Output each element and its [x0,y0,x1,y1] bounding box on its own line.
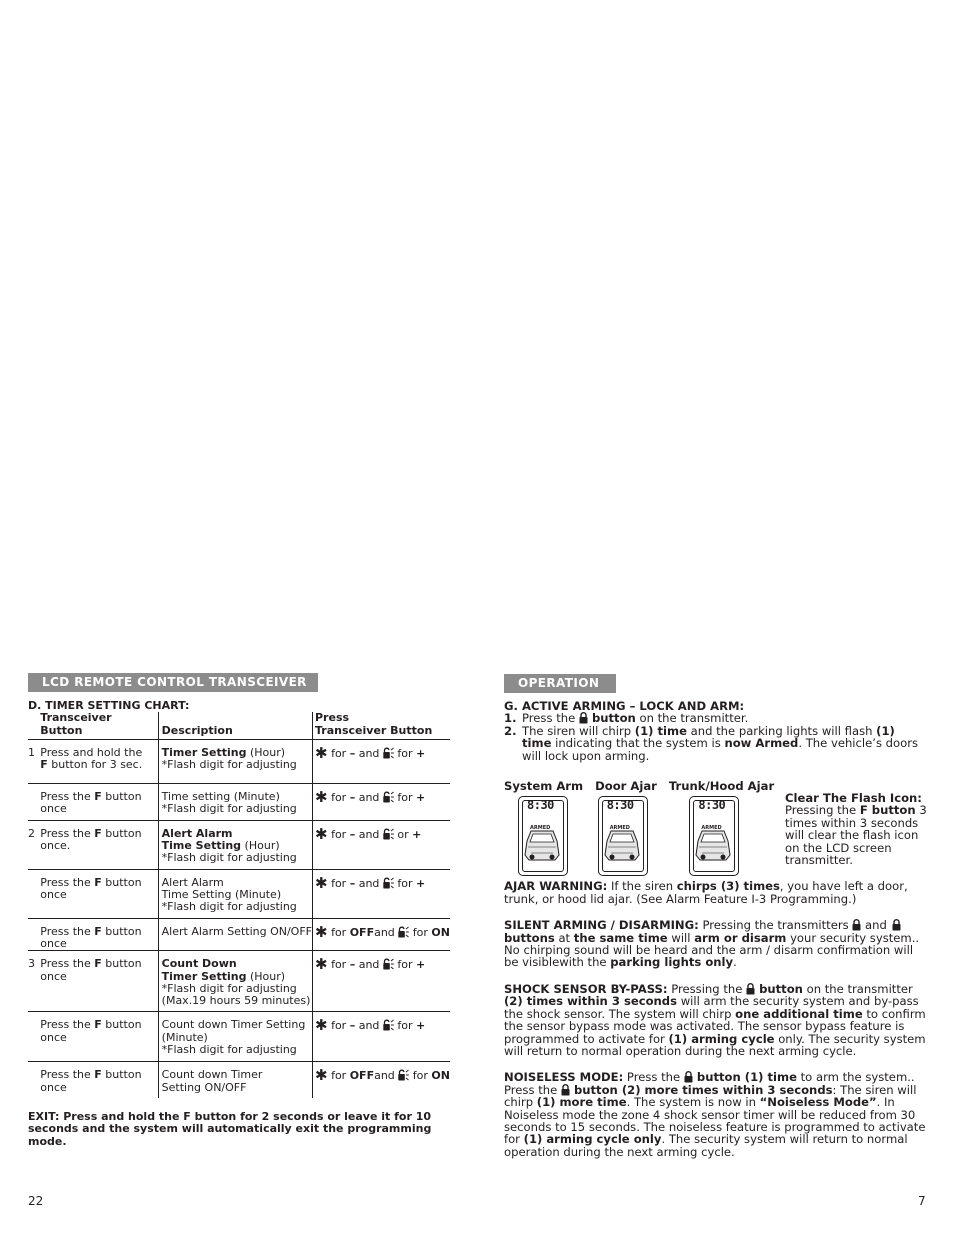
row-press-cell: ✱ for – and for + [313,869,451,918]
section-banner-operation: OPERATION [504,674,616,693]
table-row [28,1062,450,1098]
row-description-cell: Timer Setting (Hour) *Flash digit for adjusting [158,739,312,783]
row-description-cell: Count down Timer Setting ON/OFF [158,1062,312,1098]
row-button-cell: Press the F button once [40,951,158,1012]
row-button-cell: Press the F button once [40,783,158,820]
lock-icon [561,1084,570,1096]
lcd-time: 8:30 [606,798,634,813]
row-description-cell: Count down Timer Setting (Minute) *Flash digit for adjusting [158,1012,312,1062]
table-row [28,1012,450,1062]
row-description-cell: Alert Alarm Setting ON/OFF [158,918,312,951]
lcd-door-ajar [598,796,648,876]
car-icon [603,827,641,863]
section-banner-lcd-remote: LCD REMOTE CONTROL TRANSCEIVER [28,673,318,692]
unlock-icon [383,828,394,840]
table-row [28,783,450,820]
row-button-cell: Press the F button once. [40,820,158,869]
shock-sensor-bypass: SHOCK SENSOR BY-PASS: Pressing the button on the transmitter (2) times within 3 seconds will arm the security system and by-pass the shock sensor. The system will chirp one additional time to confirm the sensor bypass mode was activated. The sensor bypass feature is programmed to activate for (1) arming cycle only. The security system will return to normal operation during the next arming cycle. [504,981,926,1058]
table-row [28,951,450,1012]
figure-label-trunk-ajar: Trunk/Hood Ajar [668,779,775,794]
row-button-cell: Press the F button once [40,1012,158,1062]
header-button-line2: Button [40,723,83,737]
star-icon: ✱ [315,955,328,974]
ajar-warning: AJAR WARNING: If the siren chirps (3) times, you have left a door, trunk, or hood lid ajar. (See Alarm Feature I-3 Programming.) [504,879,908,906]
lcd-armed-tag: ARMED [701,825,722,832]
car-icon [523,827,561,863]
row-press-cell: ✱ for OFFand for ON [313,918,451,951]
lock-icon [579,712,588,724]
row-number [28,1012,40,1062]
lock-icon [684,1071,693,1083]
lcd-armed-tag: ARMED [609,825,630,832]
header-button-line1: Transceiver [40,711,112,725]
unlock-icon [891,919,902,931]
star-icon: ✱ [315,1066,328,1085]
row-description-cell: Count Down Timer Setting (Hour) *Flash digit for adjusting (Max.19 hours 59 minutes) [158,951,312,1012]
unlock-icon [383,877,394,889]
row-press-cell: ✱ for – and or + [313,820,451,869]
clear-flash-note: Clear The Flash Icon: Pressing the F button 3 times within 3 seconds will clear the flash icon on the LCD screen transmitter. [785,791,927,868]
table-row [28,739,450,783]
row-press-cell: ✱ for – and for + [313,1012,451,1062]
page-number-left: 22 [28,1194,44,1208]
row-number: 2 [28,820,40,869]
table-header-row [28,712,450,739]
row-button-cell: Press the F button once [40,869,158,918]
header-description: Description [161,723,233,737]
silent-arming: SILENT ARMING / DISARMING: Pressing the transmitters and buttons at the same time will arm or disarm your security system.. No chirping sound will be heard and the arm / disarm confirmation will be visiblewith the parking lights only. [504,918,920,970]
row-number: 1 [28,739,40,783]
unlock-icon [383,958,394,970]
star-icon: ✱ [315,1016,328,1035]
unlock-icon [383,747,394,759]
page-number-right: 7 [918,1194,926,1208]
list-item: 1. Press the button on the transmitter. [504,711,749,726]
star-icon: ✱ [315,873,328,892]
row-press-cell: ✱ for – and for + [313,951,451,1012]
unlock-icon [383,791,394,803]
timer-setting-chart [28,700,452,1148]
row-number [28,869,40,918]
unlock-icon [398,1069,409,1081]
lcd-time: 8:30 [527,798,554,813]
car-icon [694,827,732,863]
operation-section [504,700,928,1158]
table-row [28,820,450,869]
row-button-cell: Press the F button once [40,1068,142,1094]
star-icon: ✱ [315,922,328,941]
unlock-icon [398,926,409,938]
star-icon: ✱ [315,824,328,843]
lock-icon [852,919,861,931]
table-row [28,869,450,918]
row-press-cell: ✱ for – and for + [313,739,451,783]
noiseless-mode: NOISELESS MODE: Press the button (1) time to arm the system.. Press the button (2) more times within 3 seconds: The siren will chirp (1) more time. The system is now in “Noiseless Mode”. In Noiseless mode the zone 4 shock sensor timer will be reduced from 30 seconds to 15 seconds. The noiseless feature is programmed to activate for (1) arming cycle only. The security system will return to normal operation during the next arming cycle. [504,1070,926,1159]
chart-title: D. TIMER SETTING CHART: [28,699,190,712]
row-number [28,1062,40,1098]
unlock-icon [383,1019,394,1031]
row-number: 3 [28,951,40,1012]
figure-label-system-arm: System Arm [504,779,584,794]
row-description-cell: Alert Alarm Time Setting (Hour) *Flash digit for adjusting [158,820,312,869]
star-icon: ✱ [315,743,328,762]
lcd-time: 8:30 [698,798,726,813]
row-press-cell: ✱ for – and for + [313,783,451,820]
timer-table [28,712,450,1098]
lock-icon [746,983,755,995]
lcd-armed-tag: ARMED [530,825,551,832]
header-press-line2: Transceiver Button [315,723,433,737]
table-row [28,918,450,951]
row-button-cell: Press and hold the F button for 3 sec. [40,739,158,783]
lcd-trunk-ajar [689,796,739,876]
row-button-cell: Press the F button once [40,918,158,951]
row-description-cell: Alert Alarm Time Setting (Minute) *Flash digit for adjusting [158,869,312,918]
figure-label-door-ajar: Door Ajar [595,779,657,794]
row-number [28,918,40,951]
header-press-line1: Press [315,711,350,725]
list-item: 2. The siren will chirp (1) time and the parking lights will flash (1) time indicating that the system is now Armed. The vehicle’s doors will lock upon arming. [504,723,919,763]
lcd-system-arm [518,796,568,876]
row-description-cell: Time setting (Minute) *Flash digit for adjusting [158,783,312,820]
exit-note: EXIT: Press and hold the F button for 2 seconds or leave it for 10 seconds and the system will automatically exit the programming mode. [28,1109,432,1148]
star-icon: ✱ [315,787,328,806]
row-number [28,783,40,820]
row-press-cell: ✱ for OFFand for ON [313,1062,451,1098]
section-g-title: G. ACTIVE ARMING – LOCK AND ARM: [504,699,745,713]
